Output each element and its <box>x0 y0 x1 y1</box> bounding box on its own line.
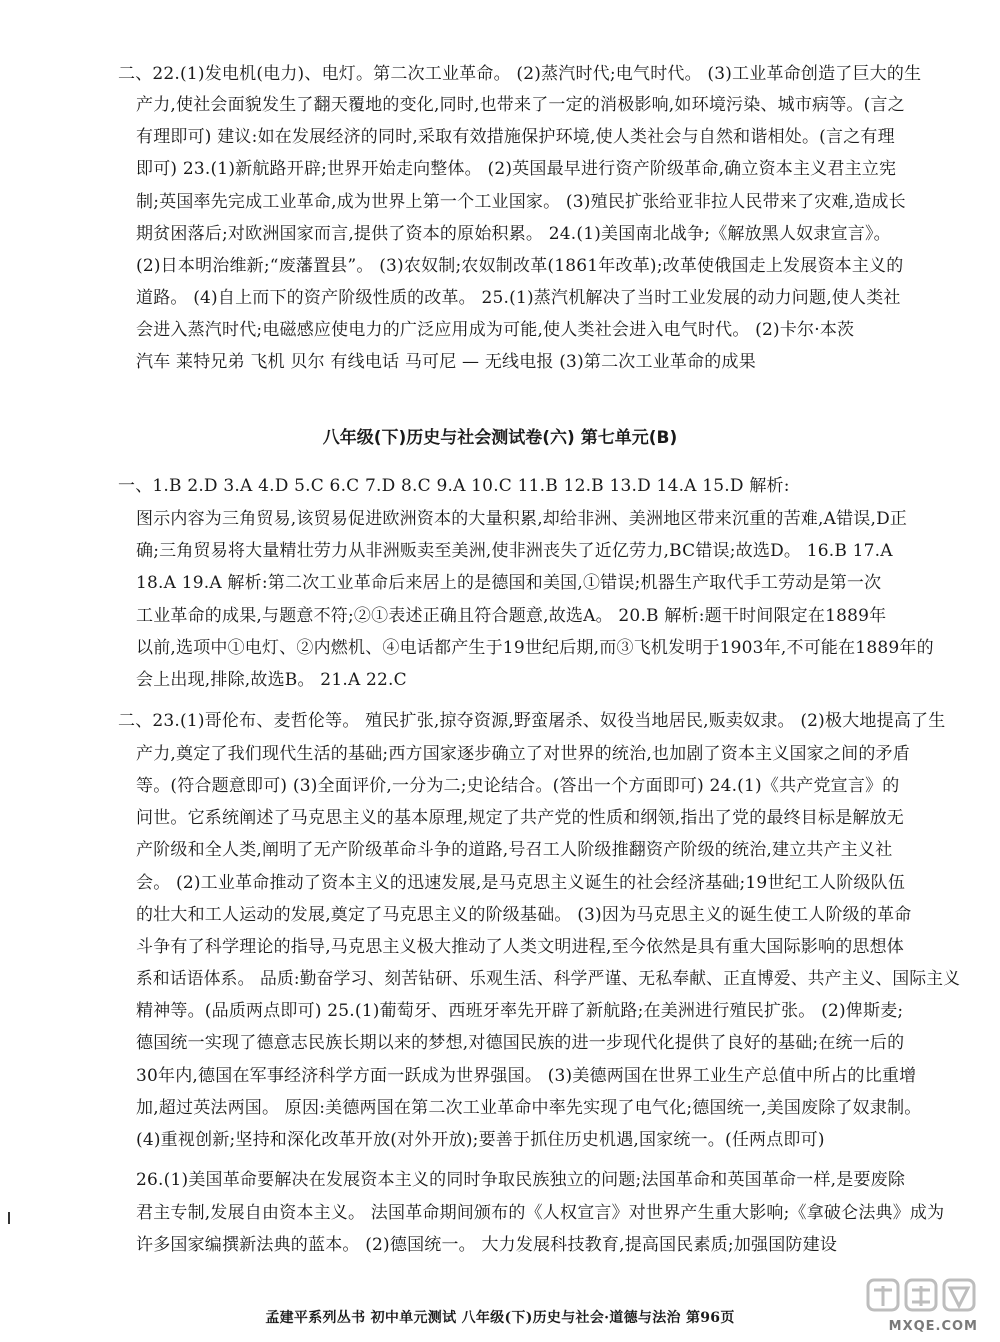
text-line: 会上出现,排除,故选B。 21.A 22.C <box>136 670 407 690</box>
text-line: 有理即可) 建议:如在发展经济的同时,采取有效措施保护环境,使人类社会与自然和谐相处。(言之有理 <box>136 127 895 147</box>
text-line: 斗争有了科学理论的指导,马克思主义极大推动了人类文明进程,至今依然是具有重大国际影响的思想体 <box>136 937 905 957</box>
text-line: 精神等。(品质两点即可) 25.(1)葡萄牙、西班牙率先开辟了新航路;在美洲进行殖民扩张。 (2)俾斯麦; <box>136 1001 904 1021</box>
text-line: 图示内容为三角贸易,该贸易促进欧洲资本的大量积累,却给非洲、美洲地区带来沉重的苦难,A错误,D正 <box>136 509 908 529</box>
text-line: 产力,奠定了我们现代生活的基础;西方国家逐步确立了对世界的统治,也加剧了资本主义国家之间的矛盾 <box>136 744 910 764</box>
test-title: 八年级(下)历史与社会测试卷(六) 第七单元(B) <box>322 428 678 448</box>
text-line: 即可) 23.(1)新航路开辟;世界开始走向整体。 (2)英国最早进行资产阶级革命,确立资本主义君主立宪 <box>136 159 897 179</box>
text-line: 工业革命的成果,与题意不符;②①表述正确且符合题意,故选A。 20.B 解析:题干时间限定在1889年 <box>136 606 887 626</box>
text-line: 30年内,德国在军事经济科学方面一跃成为世界强国。 (3)美德两国在世界工业生产总值中所占的比重增 <box>136 1066 917 1086</box>
text-line: 问世。它系统阐述了马克思主义的基本原理,规定了共产党的性质和纲领,指出了党的最终目标是解放无 <box>136 808 905 828</box>
text-line: 德国统一实现了德意志民族长期以来的梦想,对德国民族的进一步现代化提供了良好的基础;在统一后的 <box>136 1033 905 1053</box>
text-line: 汽车 莱特兄弟 飞机 贝尔 有线电话 马可尼 — 无线电报 (3)第二次工业革命的成果 <box>136 352 756 372</box>
text-line: 26.(1)美国革命要解决在发展资本主义的同时争取民族独立的问题;法国革命和英国革命一样,是要废除 <box>136 1170 906 1190</box>
text-line: 会。 (2)工业革命推动了资本主义的迅速发展,是马克思主义诞生的社会经济基础;19世纪工人阶级队伍 <box>136 873 906 893</box>
text-line: (2)日本明治维新;“废藩置县”。 (3)农奴制;农奴制改革(1861年改革);改革使俄国走上发展资本主义的 <box>136 256 904 276</box>
text-line: 二、22.(1)发电机(电力)、电灯。第二次工业革命。 (2)蒸汽时代;电气时代。 (3)工业革命创造了巨大的生 <box>118 64 922 84</box>
text-line: 一、1.B 2.D 3.A 4.D 5.C 6.C 7.D 8.C 9.A 10.C 11.B 12.B 13.D 14.A 15.D 解析: <box>118 476 790 496</box>
text-line: 等。(符合题意即可) (3)全面评价,一分为二;史论结合。(答出一个方面即可) 24.(1)《共产党宣言》的 <box>136 776 900 796</box>
text-line: 产力,使社会面貌发生了翻天覆地的变化,同时,也带来了一定的消极影响,如环境污染、城市病等。(言之 <box>136 95 905 115</box>
text-line: 加,超过英法两国。 原因:美德两国在第二次工业革命中率先实现了电气化;德国统一,美国废除了奴隶制。 <box>136 1098 922 1118</box>
text-line: 产阶级和全人类,阐明了无产阶级革命斗争的道路,号召工人阶级推翻资产阶级的统治,建立共产主义社 <box>136 840 893 860</box>
text-line: 确;三角贸易将大量精壮劳力从非洲贩卖至美洲,使非洲丧失了近亿劳力,BC错误;故选D。 16.B 17.A <box>136 541 893 561</box>
text-line: 会进入蒸汽时代;电磁感应使电力的广泛应用成为可能,使人类社会进入电气时代。 (2)卡尔·本茨 <box>136 320 855 340</box>
text-line: 的壮大和工人运动的发展,奠定了马克思主义的阶级基础。 (3)因为马克思主义的诞生使工人阶级的革命 <box>136 905 912 925</box>
text-line: 系和话语体系。 品质:勤奋学习、刻苦钻研、乐观生活、科学严谨、无私奉献、正直博爱、共产主义、国际主义 <box>136 969 961 989</box>
text-line: 期贫困落后;对欧洲国家而言,提供了资本的原始积累。 24.(1)美国南北战争;《解放黑人奴隶宣言》。 <box>136 224 891 244</box>
text-line: (4)重视创新;坚持和深化改革开放(对外开放);要善于抓住历史机遇,国家统一。(任两点即可) <box>136 1130 825 1150</box>
text-line: 道路。 (4)自上而下的资产阶级性质的改革。 25.(1)蒸汽机解决了当时工业发展的动力问题,使人类社 <box>136 288 901 308</box>
text-line: 许多国家编撰新法典的蓝本。 (2)德国统一。 大力发展科技教育,提高国民素质;加强国防建设 <box>136 1235 838 1255</box>
page-footer: 孟建平系列丛书 初中单元测试 八年级(下)历史与社会·道德与法治 第96页 <box>265 1310 735 1326</box>
text-line: 18.A 19.A 解析:第二次工业革命后来居上的是德国和美国,①错误;机器生产取代手工劳动是第一次 <box>136 573 882 593</box>
text-line: 制;英国率先完成工业革命,成为世界上第一个工业国家。 (3)殖民扩张给亚非拉人民带来了灾难,造成长 <box>136 192 906 212</box>
watermark-url: MXQE.COM <box>888 1319 978 1334</box>
text-line: 二、23.(1)哥伦布、麦哲伦等。 殖民扩张,掠夺资源,野蛮屠杀、奴役当地居民,贩卖奴隶。 (2)极大地提高了生 <box>118 711 946 731</box>
text-line: 以前,选项中①电灯、②内燃机、④电话都产生于19世纪后期,而③飞机发明于1903年,不可能在1889年的 <box>136 638 934 658</box>
margin-tick-mark <box>8 1212 10 1224</box>
text-line: 君主专制,发展自由资本主义。 法国革命期间颁布的《人权宣言》对世界产生重大影响;《拿破仑法典》成为 <box>136 1203 945 1223</box>
